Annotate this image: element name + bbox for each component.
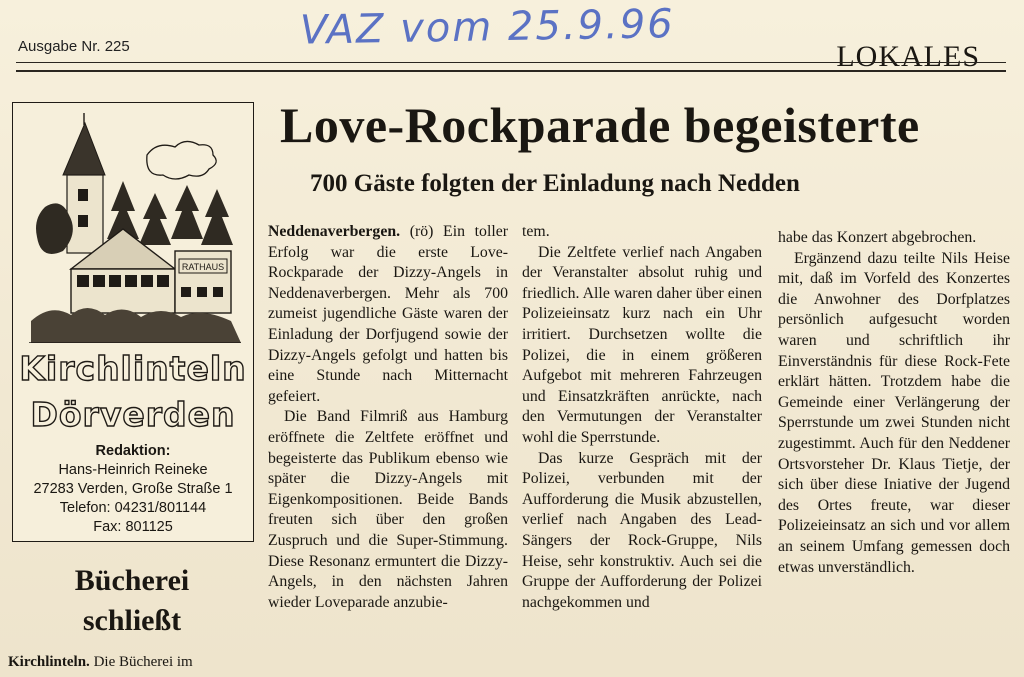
local-office-ad (12, 102, 254, 542)
paragraph: Die Zeltfete verlief nach Angaben der Veranstalter absolut ruhig und friedlich. Alle waren daher über einen Polizeieinsatz kurz nach ein Uhr irritiert. Durchsetzen wollte die Polizei, die in einem größeren Aufgebot mit mehreren Fahrzeugen und Einsatzkräften anrückte, nach den Vermutungen der Veranstalter wohl die Sperrstunde. (522, 243, 762, 446)
sidebar-headline-line2: schließt (82, 604, 182, 637)
dateline: Neddenaverbergen. (268, 223, 401, 240)
paragraph: Das kurze Gespräch mit der Polizei, verbunden mit der Aufforderung die Musik abzustellen, verlief nach Angaben des Lead-Sängers der Rock-Gruppe, Nils Heise, sehr konstruktiv. Auch sei die Gruppe der Aufforderung der Polizei nachgekommen und (522, 449, 762, 611)
town-hall-illustration (27, 111, 241, 343)
header-rule-thick (16, 70, 1006, 72)
ad-place-kirchlinteln: Kirchlinteln (19, 349, 247, 388)
article-headline: Love-Rockparade begeisterte (280, 97, 920, 153)
sidebar-headline-line1: Bücherei (74, 564, 190, 597)
rathaus-sign: RATHAUS (181, 262, 225, 272)
sidebar-dateline: Kirchlinteln. (8, 654, 90, 670)
ad-editor: Hans-Heinrich Reineke (58, 462, 208, 478)
issue-number: Ausgabe Nr. 225 (18, 38, 130, 55)
paragraph: Die Band Filmriß aus Hamburg eröffnete die Zeltfete eröffnet und begeisterte das Publikum ebenso wie später die Dizzy-Angels mit Eigenkompositionen. Beide Bands freuten sich über den großen Zuspruch und die Super-Stimmung. Diese Resonanz ermuntert die Dizzy-Angels, in den nächsten Jahren wieder Loveparade anzubie- (268, 408, 508, 611)
ad-address: 27283 Verden, Große Straße 1 (33, 481, 233, 497)
sidebar-lead (8, 654, 193, 671)
article-column-1 (268, 222, 508, 613)
ad-redaktion-label: Redaktion: (95, 443, 171, 459)
handwritten-note: VAZ vom 25.9.96 (299, 1, 676, 54)
article-column-3 (778, 228, 1010, 578)
article-subheadline: 700 Gäste folgten der Einladung nach Nedden (310, 170, 800, 197)
ad-place-doerverden: Dörverden (30, 395, 236, 434)
sidebar-lead-text: Die Bücherei im (89, 654, 193, 670)
paragraph: habe das Konzert abgebrochen. (778, 229, 977, 246)
section-title: LOKALES (836, 40, 980, 73)
paragraph: tem. (522, 223, 550, 240)
paragraph: Ergänzend dazu teilte Nils Heise mit, daß im Vorfeld des Konzertes die Anwohner des Dorfplatzes persönlich aufgesucht worden waren und schriftlich ihr Einverständnis für diese Rock-Fete erklärt hätten. Trotzdem habe die Gemeinde einer Verlängerung der Sperrstunde um zwei Stunden nicht zugestimmt. Auch für den Neddener Ortsvorsteher Dr. Klaus Tietje, der sich über diese Iniative der Jugend des Ortes freute, war dieser Polizeieinsatz an sich und vor allem an seinem Umfang gemessen doch etwas unverständlich. (778, 249, 1010, 576)
ad-phone: Telefon: 04231/801144 (59, 500, 207, 516)
paragraph: Neddenaverbergen. (rö) Ein toller Erfolg war die erste Love- Rockparade der Dizzy-Angels in Neddenaverbergen. Mehr als 700 zumeist jugendliche Gäste waren der Einladung der Dorfjugend sowie der Dizzy-Angels gefolgt und hatten bis eine Stunde nach Mitternacht gefeiert. (268, 223, 508, 405)
header-rule (16, 62, 1006, 63)
ad-fax: Fax: 801125 (93, 519, 173, 535)
article-column-2 (522, 222, 762, 613)
